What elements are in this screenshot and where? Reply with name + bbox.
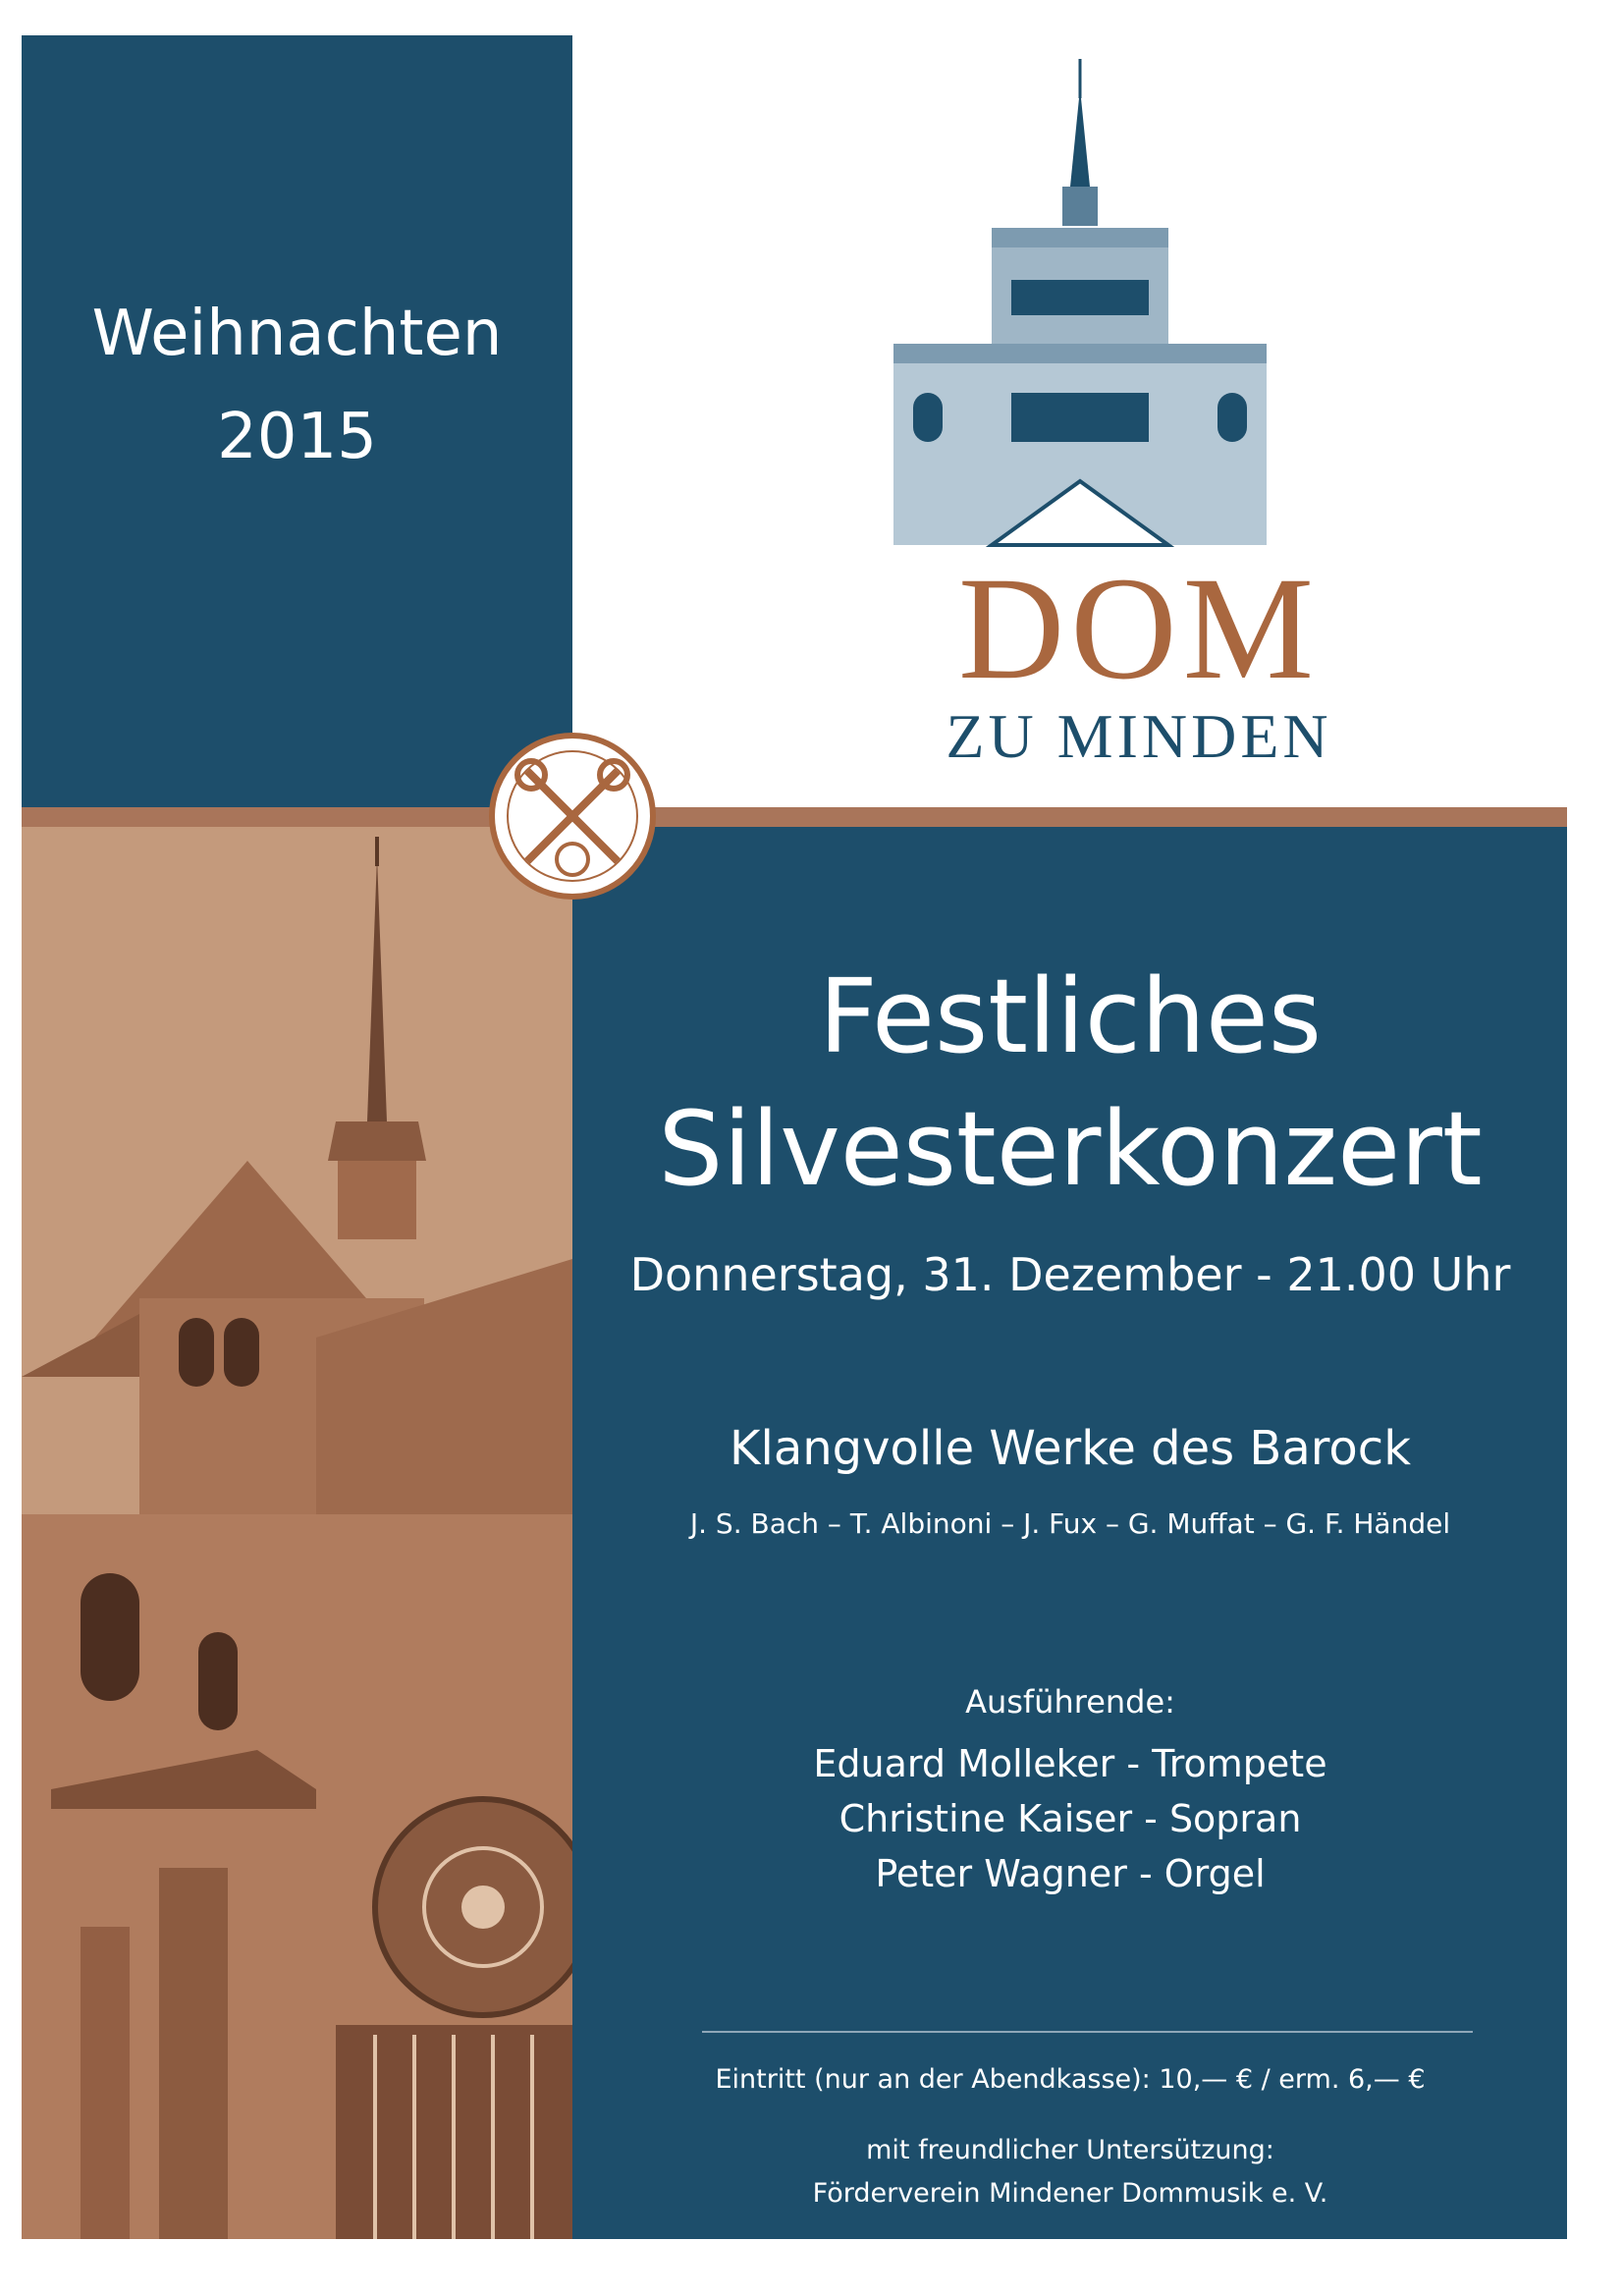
cathedral-photo <box>22 827 572 2239</box>
logo-title: DOM <box>957 547 1321 710</box>
admission-info: Eintritt (nur an der Abendkasse): 10,— € / erm. 6,— € <box>715 2064 1426 2095</box>
performer-item: Peter Wagner - Orgel <box>875 1852 1266 1895</box>
support-line-1: mit freundlicher Untersützung: <box>866 2135 1274 2165</box>
composers-list: J. S. Bach – T. Albinoni – J. Fux – G. Muffat – G. F. Händel <box>689 1507 1451 1540</box>
cathedral-tower-logo <box>874 59 1286 550</box>
crossed-keys-emblem <box>488 732 657 901</box>
logo-subtitle: ZU MINDEN <box>946 701 1332 771</box>
year-label: 2015 <box>217 401 377 473</box>
copper-band <box>22 807 1567 827</box>
performers-list <box>628 1736 1512 1901</box>
event-title-line1: Festliches <box>818 957 1323 1076</box>
performers-heading: Ausführende: <box>965 1683 1175 1721</box>
footer-divider <box>702 2031 1473 2033</box>
season-label: Weihnachten <box>91 298 503 370</box>
performer-item: Eduard Molleker - Trompete <box>813 1742 1327 1785</box>
photo-panel <box>22 827 572 2239</box>
support-line-2: Förderverein Mindener Dommusik e. V. <box>812 2178 1328 2209</box>
performer-item: Christine Kaiser - Sopran <box>839 1797 1302 1840</box>
program-title: Klangvolle Werke des Barock <box>730 1421 1411 1476</box>
event-date-time: Donnerstag, 31. Dezember - 21.00 Uhr <box>629 1248 1511 1301</box>
event-title-line2: Silvesterkonzert <box>658 1089 1483 1209</box>
